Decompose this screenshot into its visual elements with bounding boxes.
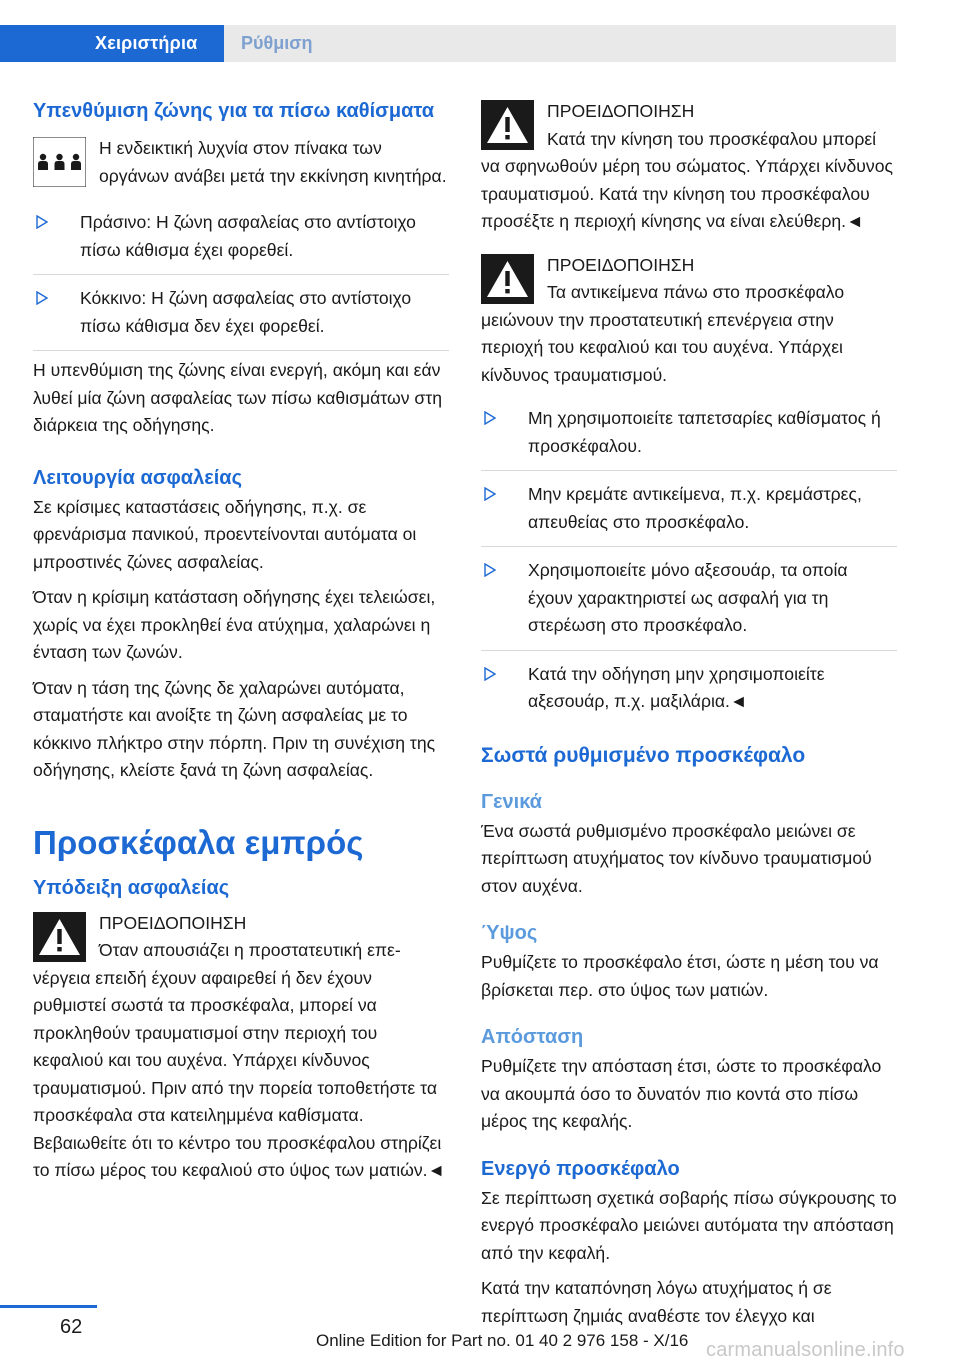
tab-settings[interactable]: Ρύθμιση [224,25,896,62]
tab-bar [0,0,960,62]
safety-paragraph-3: Όταν η τάση της ζώνης δε χαλαρώνει αυτόματα, σταματήστε και ανοίξτε τη ζώνη ασφαλείας με το κόκκινο πλήκτρο στην πόρπη. Πριν τη συνέχιση της οδήγησης, κλείστε ξανά τη ζώνη ασφαλείας. [33,677,436,780]
safety-paragraph-1: Σε κρίσιμες καταστάσεις οδήγησης, π.χ. σε φρενάρισμα πανικού, προεντείνονται αυτόματα οι μπροστινές ζώνες ασφαλείας. [33,496,417,572]
warning-text: Όταν απουσιάζει η προστατευτική επενέργεια επειδή έχουν αφαιρεθεί ή δεν έχουν ρυθμιστεί σωστά τα προσκέφαλα, μπορεί να προκληθούν τραυματισμοί στην περιοχή του κεφαλιού και του αυχένα. Υπάρχει κίνδυνος τραυματισμού. Πριν από την πορεία τοποθετήστε τα προσκέφαλα στα κατειλημμένα καθίσματα. Βεβαιωθείτε ότι το κέντρο του προσκέφαλου στηρίζει το πίσω μέρος του κεφαλιού στο ύψος των ματιών.◄ [33,940,445,1180]
list-item-text: Μη χρησιμοποιείτε ταπετσαρίες καθίσματος ή προσκέφαλου. [528,408,881,456]
edition-footer: Online Edition for Part no. 01 40 2 976 158 - X/16 [316,1331,689,1350]
list-item [481,471,897,547]
watermark: carmanualsonline.info [706,1339,905,1361]
general-text: Ένα σωστά ρυθμισμένο προσκέφαλο μειώνει σε περίπτωση ατυχήματος τον κίνδυνο τραυματισμού στον αυχένα. [481,820,872,896]
left-column [33,98,449,1185]
right-column [481,98,897,1330]
warning-triangle-icon [33,912,86,962]
footer-rule [0,1305,97,1308]
active-paragraph-1: Σε περίπτωση σχετικά σοβαρής πίσω σύγκρουσης το ενεργό προσκέφαλο μειώνει αυτόματα την απόσταση από την κεφαλή. [481,1187,897,1263]
distance-text: Ρυθμίζετε την απόσταση έτσι, ώστε το προσκέφαλο να ακουμπά όσο το δυνατόν πιο κοντά στο πίσω μέρος της κεφαλής. [481,1056,882,1131]
warning-label: ΠΡΟΕΙΔΟΠΟΙΗΣΗ [99,912,247,933]
safety-function-heading: Λειτουργία ασφαλείας [33,466,242,489]
list-item-text: Χρησιμοποιείτε μόνο αξεσουάρ, τα οποία έχουν χαρακτηριστεί ως ασφαλή για τη στερέωση στο προσκέφαλο. [528,560,848,635]
warning-block-1 [481,98,897,236]
rear-belt-reminder-heading: Υπενθύμιση ζώνης για τα πίσω καθίσματα [33,100,435,122]
bullet-arrow-icon [483,563,497,577]
list-item-text: Κατά την οδήγηση μην χρησιμοποιείτε αξεσουάρ, π.χ. μαξιλάρια.◄ [528,663,825,711]
general-heading: Γενικά [481,790,542,813]
list-item [481,395,897,471]
list-item [481,547,897,651]
warning-triangle-icon [481,254,534,304]
list-item [33,275,449,351]
list-item-text: Πράσινο: Η ζώνη ασφαλείας στο αντίστοιχο πίσω κάθισμα έχει φορεθεί. [80,212,416,260]
page-number: 62 [60,1316,83,1338]
warning-label: ΠΡΟΕΙΔΟΠΟΙΗΣΗ [547,254,695,275]
warning-text: Κατά την κίνηση του προσκέφαλου μπορεί να σφηνωθούν μέρη του σώματος. Υπάρχει κίνδυνος τραυματισμού. Κατά την κίνηση του προσκέφαλου προσέξτε η περιοχή κίνησης να είναι ελεύθερη.◄ [481,128,893,231]
distance-heading: Απόσταση [481,1026,584,1048]
safety-paragraph-2: Όταν η κρίσιμη κατάσταση οδήγησης έχει τελειώσει, χωρίς να έχει προκληθεί ένα ατύχημα, χαλαρώνει η ένταση των ζωνών. [33,587,436,662]
headrest-warning-bullets [481,395,897,726]
list-item [33,199,449,275]
correct-headrest-heading: Σωστά ρυθμισμένο προσκέφαλο [481,743,806,767]
seatbelt-indicator-icon [33,137,86,187]
warning-triangle-icon [481,100,534,150]
height-text: Ρυθμίζετε το προσκέφαλο έτσι, ώστε η μέση του να βρίσκεται περ. στο ύψος των ματιών. [481,952,879,1000]
tab-controls[interactable]: Χειριστήρια [0,25,224,62]
rear-reminder-paragraph: Η υπενθύμιση της ζώνης είναι ενεργή, ακόμη και εάν λυθεί μία ζώνη ασφαλείας των πίσω καθισμάτων στη διάρκεια της οδήγησης. [33,360,442,435]
bullet-arrow-icon [483,411,497,425]
bullet-arrow-icon [35,291,49,305]
list-item [481,651,897,726]
safety-hint-heading: Υπόδειξη ασφαλείας [33,876,230,899]
active-paragraph-2: Κατά την καταπόνηση λόγω ατυχήματος ή σε περίπτωση ζημιάς αναθέστε τον έλεγχο και [481,1278,832,1326]
height-heading: Ύψος [481,922,538,944]
warning-label: ΠΡΟΕΙΔΟΠΟΙΗΣΗ [547,101,695,121]
warning-block-2 [481,252,897,390]
rear-indicator-block [33,135,449,193]
list-item-text: Κόκκινο: Η ζώνη ασφαλείας στο αντίστοιχο πίσω κάθισμα δεν έχει φορεθεί. [80,288,412,336]
list-item-text: Μην κρεμάτε αντικείμενα, π.χ. κρεμάστρες, απευθείας στο προσκέφαλο. [528,484,862,532]
active-headrest-heading: Ενεργό προσκέφαλο [481,1157,680,1180]
bullet-arrow-icon [483,667,497,681]
warning-block [33,910,449,1185]
warning-text: Τα αντικείμενα πάνω στο προσκέφαλο μειώνουν την προστατευτική επενέργεια στην περιοχή του κεφαλιού και του αυχένα. Υπάρχει κίνδυνος τραυματισμού. [481,282,845,385]
front-headrests-heading: Προσκέφαλα εμπρός [33,823,364,861]
rear-indicator-text: Η ενδεικτική λυχνία στον πίνακα των οργάνων ανάβει μετά την εκκίνηση κινητήρα. [99,138,447,186]
bullet-arrow-icon [35,215,49,229]
rear-belt-bullets [33,199,449,351]
bullet-arrow-icon [483,487,497,501]
